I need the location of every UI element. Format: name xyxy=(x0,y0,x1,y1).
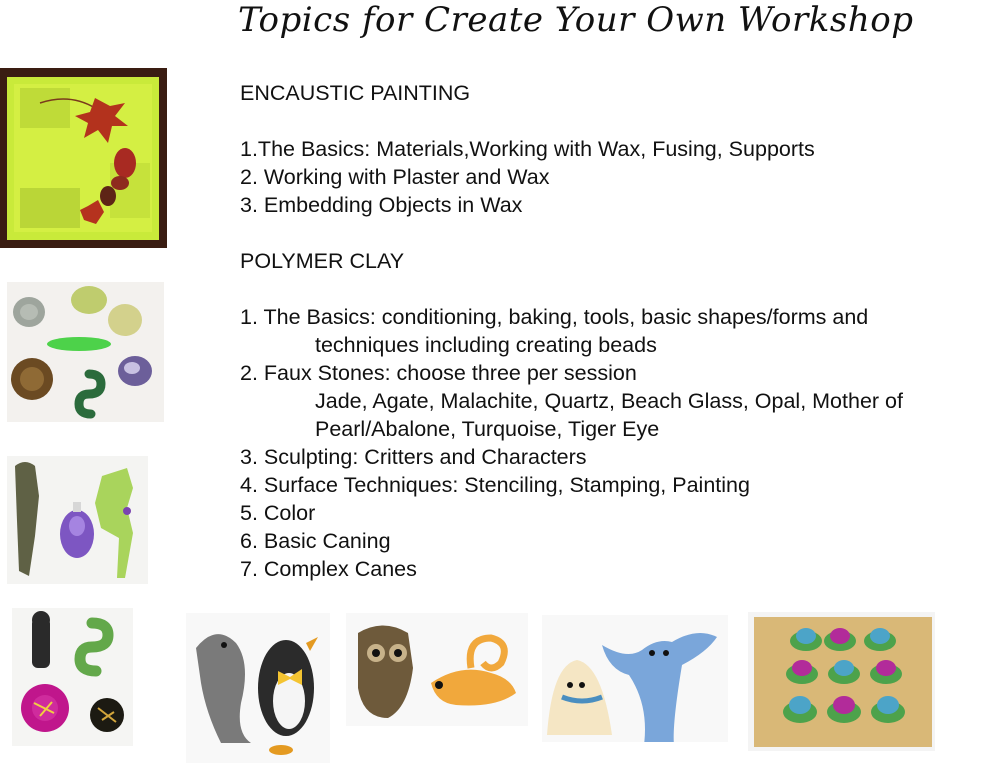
page-title: Topics for Create Your Own Workshop xyxy=(238,0,914,40)
owl-fish-sculpture-image xyxy=(346,613,528,726)
polymer-item-2-cont-1: Jade, Agate, Malachite, Quartz, Beach Glass, Opal, Mother of xyxy=(315,389,903,413)
frog-tic-tac-toe-board-image xyxy=(748,612,935,751)
polymer-item-5: 5. Color xyxy=(240,501,316,525)
ghost-dragon-sculpture-image xyxy=(542,615,728,742)
sculpted-pendants-image xyxy=(7,456,148,584)
faux-stones-image xyxy=(7,282,164,422)
polymer-item-7: 7. Complex Canes xyxy=(240,557,417,581)
seal-penguin-sculpture-image xyxy=(186,613,330,763)
polymer-item-4: 4. Surface Techniques: Stenciling, Stamping, Painting xyxy=(240,473,750,497)
beads-pendants-image xyxy=(12,608,133,746)
polymer-item-2: 2. Faux Stones: choose three per session xyxy=(240,361,637,385)
encaustic-item-3: 3. Embedding Objects in Wax xyxy=(240,193,523,217)
polymer-heading: POLYMER CLAY xyxy=(240,249,405,273)
encaustic-heading: ENCAUSTIC PAINTING xyxy=(240,81,471,105)
polymer-item-1: 1. The Basics: conditioning, baking, tools, basic shapes/forms and xyxy=(240,305,869,329)
polymer-item-6: 6. Basic Caning xyxy=(240,529,391,553)
polymer-item-2-cont-2: Pearl/Abalone, Turquoise, Tiger Eye xyxy=(315,417,660,441)
polymer-item-1-cont: techniques including creating beads xyxy=(315,333,657,357)
encaustic-leaf-painting-image xyxy=(0,68,167,248)
encaustic-item-1: 1.The Basics: Materials,Working with Wax, Fusing, Supports xyxy=(240,137,815,161)
encaustic-item-2: 2. Working with Plaster and Wax xyxy=(240,165,550,189)
polymer-item-3: 3. Sculpting: Critters and Characters xyxy=(240,445,587,469)
